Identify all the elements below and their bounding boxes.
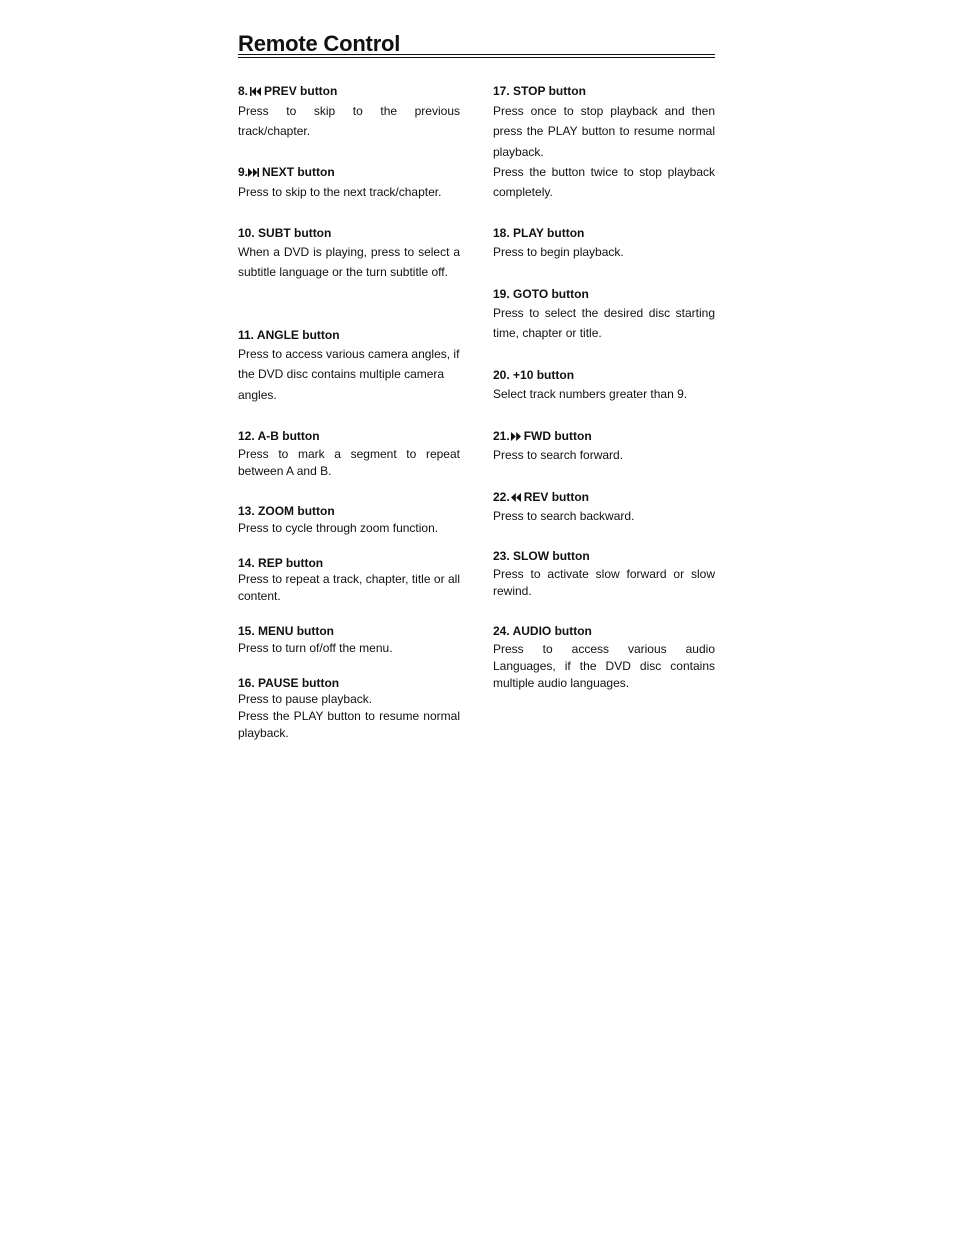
entry-heading-next <box>238 164 335 180</box>
entry-body-rev <box>493 506 715 526</box>
entry-text: Press to mark a segment to repeat between A and B. <box>238 447 460 478</box>
entry-heading-goto <box>493 286 589 302</box>
entry-text: Select track numbers greater than 9. <box>493 387 688 401</box>
entry-label: SUBT button <box>258 226 332 240</box>
fast-forward-icon <box>511 432 521 441</box>
entry-text: Press to access various camera angles, if the DVD disc contains multiple camera angles. <box>238 347 460 402</box>
entry-number: 13. <box>238 504 255 518</box>
entry-label: ANGLE button <box>256 328 340 342</box>
entry-number: 23. <box>493 549 510 563</box>
entry-label: A-B button <box>257 429 320 443</box>
entry-number: 8. <box>238 84 249 98</box>
entry-label: PAUSE button <box>258 676 340 690</box>
entry-heading-play <box>493 225 584 241</box>
entry-text: Press the PLAY button to resume normal playback. <box>238 709 460 740</box>
entry-text: Press to select the desired disc starting time, chapter or title. <box>493 306 715 341</box>
entry-number: 9. <box>238 165 249 179</box>
entry-number: 20. <box>493 368 510 382</box>
entry-heading-subt <box>238 225 331 241</box>
entry-text: Press to skip to the previous track/chapter. <box>238 104 460 139</box>
page-title: Remote Control <box>238 31 401 56</box>
entry-text: Press to search backward. <box>493 509 635 523</box>
entry-text: Press to access various audio Languages, if the DVD disc contains multiple audio languages. <box>493 642 715 690</box>
entry-label: MENU button <box>258 624 335 638</box>
entry-heading-angle <box>238 327 340 343</box>
entry-label: PREV button <box>264 84 338 98</box>
entry-label: +10 button <box>513 368 575 382</box>
title-rule <box>238 54 715 58</box>
entry-body-menu <box>238 640 460 657</box>
skip-previous-icon <box>250 87 261 96</box>
entry-body-zoom <box>238 520 460 537</box>
entry-heading-fwd <box>493 428 592 444</box>
entry-heading-zoom <box>238 503 335 519</box>
entry-label: NEXT button <box>262 165 335 179</box>
entry-body-rep <box>238 571 460 605</box>
entry-number: 22. <box>493 490 510 504</box>
entry-label: REP button <box>258 556 324 570</box>
entry-body-play <box>493 242 715 262</box>
entry-number: 12. <box>238 429 255 443</box>
entry-heading-ab <box>238 428 320 444</box>
entry-heading-pause <box>238 675 339 691</box>
entry-body-pause <box>238 691 460 742</box>
entry-number: 11. <box>238 328 255 342</box>
entry-heading-plus10 <box>493 367 574 383</box>
entry-text: Press the button twice to stop playback completely. <box>493 164 715 200</box>
entry-heading-menu <box>238 623 334 639</box>
entry-label: GOTO button <box>513 287 589 301</box>
entry-label: REV button <box>523 490 590 504</box>
entry-number: 16. <box>238 676 255 690</box>
entry-heading-rev <box>493 489 589 505</box>
entry-body-fwd <box>493 445 715 465</box>
entry-text: Press to skip to the next track/chapter. <box>238 185 442 199</box>
entry-number: 15. <box>238 624 255 638</box>
entry-heading-slow <box>493 548 590 564</box>
entry-body-angle <box>238 344 460 405</box>
entry-text: Press to turn of/off the menu. <box>238 641 393 655</box>
entry-body-plus10 <box>493 384 715 404</box>
entry-label: STOP button <box>513 84 586 98</box>
entry-text: Press to cycle through zoom function. <box>238 521 439 535</box>
entry-label: FWD button <box>523 429 592 443</box>
entry-body-subt <box>238 242 460 283</box>
entry-body-prev <box>238 101 460 142</box>
entry-heading-rep <box>238 555 323 571</box>
entry-number: 21. <box>493 429 510 443</box>
entry-body-slow <box>493 566 715 600</box>
entry-text: Press to repeat a track, chapter, title or all content. <box>238 572 460 603</box>
entry-number: 17. <box>493 84 510 98</box>
entry-number: 18. <box>493 226 510 240</box>
entry-text: Press once to stop playback and then press the PLAY button to resume normal playback. <box>493 104 715 159</box>
entry-heading-prev <box>238 83 337 99</box>
entry-heading-stop <box>493 83 586 99</box>
entry-number: 14. <box>238 556 255 570</box>
rewind-icon <box>511 493 521 502</box>
entry-text: When a DVD is playing, press to select a subtitle language or the turn subtitle off. <box>238 245 460 280</box>
entry-text: Press to activate slow forward or slow rewind. <box>493 567 715 598</box>
entry-label: ZOOM button <box>258 504 335 518</box>
entry-label: SLOW button <box>513 549 590 563</box>
entry-text: Press to begin playback. <box>493 245 624 259</box>
entry-number: 24. <box>493 624 510 638</box>
entry-label: AUDIO button <box>512 624 592 638</box>
entry-body-audio <box>493 641 715 692</box>
entry-body-next <box>238 182 460 202</box>
entry-label: PLAY button <box>513 226 585 240</box>
entry-body-goto <box>493 303 715 344</box>
entry-text: Press to pause playback. <box>238 692 373 706</box>
entry-body-stop <box>493 101 715 202</box>
entry-body-ab <box>238 446 460 480</box>
skip-next-icon <box>248 168 259 177</box>
entry-number: 10. <box>238 226 255 240</box>
entry-text: Press to search forward. <box>493 448 624 462</box>
entry-heading-audio <box>493 623 592 639</box>
entry-number: 19. <box>493 287 510 301</box>
